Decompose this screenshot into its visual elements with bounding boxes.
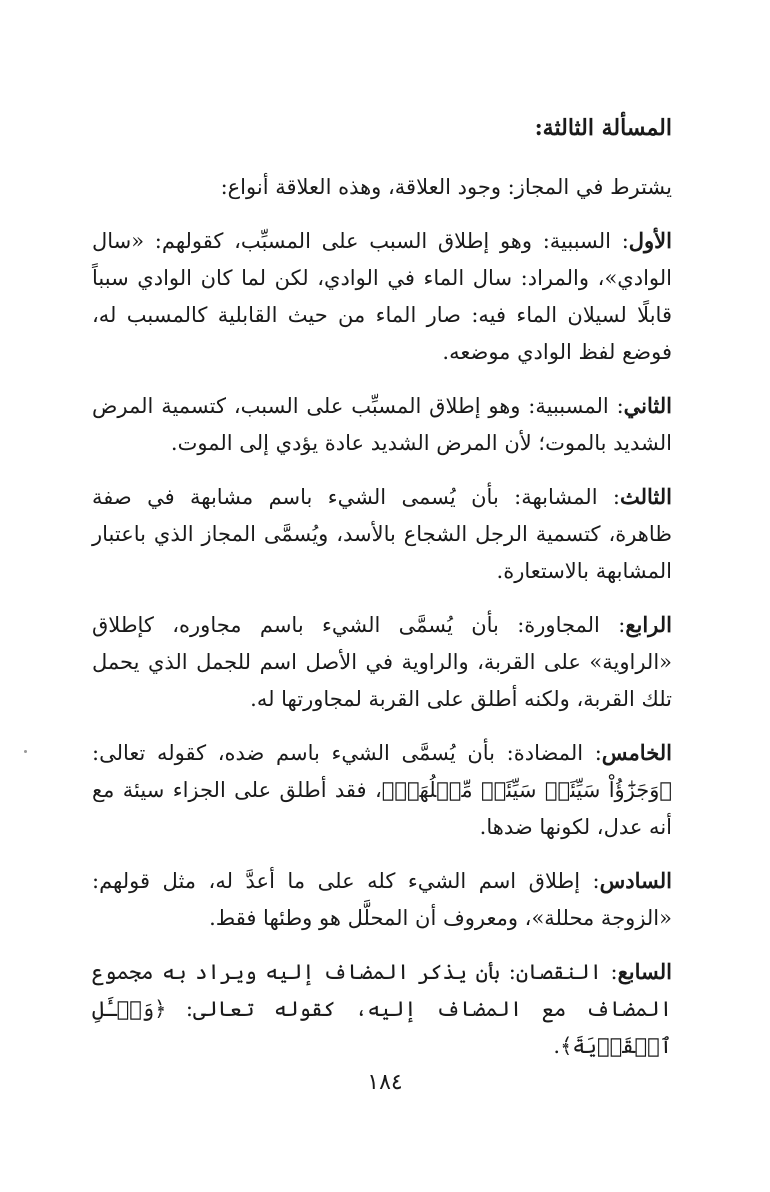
issue-heading: المسألة الثالثة: — [534, 115, 672, 141]
relation-text: : المسببية: وهو إطلاق المسبِّب على السبب، كتسمية المرض الشديد بالموت؛ لأن المرض الشديد عادة يؤدي إلى الموت. — [92, 394, 672, 455]
relation-fourth — [92, 606, 672, 718]
intro-paragraph: يشترط في المجاز: وجود العلاقة، وهذه العلاقة أنواع: — [220, 175, 672, 199]
relation-term: الرابع — [625, 612, 672, 637]
relation-term: الخامس — [601, 740, 672, 765]
relation-seventh — [92, 953, 672, 1065]
relation-term: الثاني — [623, 393, 672, 418]
relation-first — [92, 222, 672, 371]
relation-text: : إطلاق اسم الشيء كله على ما أعدَّ له، مثل قولهم: «الزوجة محللة»، ومعروف أن المحلَّل هو وطئها فقط. — [92, 869, 672, 930]
relation-second — [92, 387, 672, 462]
relation-term: السابع — [617, 959, 672, 984]
relation-text: : المشابهة: بأن يُسمى الشيء باسم مشابهة في صفة ظاهرة، كتسمية الرجل الشجاع بالأسد، ويُسمَّى المجاز الذي باعتبار المشابهة بالاستعارة. — [92, 485, 672, 583]
relation-text: : السببية: وهو إطلاق السبب على المسبِّب، كقولهم: «سال الوادي»، والمراد: سال الماء في الوادي، لكن لما كان الوادي سبباً قابلًا لسيلان الماء فيه: صار الماء من حيث القابلية كالمسبب له، فوضع لفظ الوادي موضعه. — [92, 229, 672, 364]
page-number: ١٨٤ — [367, 1070, 403, 1095]
relation-sixth — [92, 862, 672, 937]
relation-text: : النقصان: بأن يذكر المضاف إليه ويراد به مجموع المضاف مع المضاف إليه، كقوله تعالى: ﴿وَسۡـَٔلِ ٱلۡقَرۡيَةَ﴾. — [92, 960, 672, 1058]
relation-fifth — [92, 734, 672, 846]
relation-text: : المجاورة: بأن يُسمَّى الشيء باسم مجاوره، كإطلاق «الراوية» على القربة، والراوية في الأصل اسم للجمل الذي يحمل تلك القربة، ولكنه أطلق على القربة لمجاورتها له. — [92, 613, 672, 711]
document-page — [92, 110, 672, 1081]
relation-term: الثالث — [620, 484, 672, 509]
relation-term: السادس — [599, 868, 672, 893]
scan-speck — [24, 750, 27, 753]
relation-third — [92, 478, 672, 590]
relation-term: الأول — [628, 228, 672, 253]
relation-text: : المضادة: بأن يُسمَّى الشيء باسم ضده، كقوله تعالى: ﴿وَجَزَٰٓؤُاْ سَيِّئَةٖ سَيِّئَةٞ مِّثۡلُهَاۖ﴾، فقد أطلق على الجزاء سيئة مع أنه عدل، لكونها ضدها. — [92, 741, 672, 839]
